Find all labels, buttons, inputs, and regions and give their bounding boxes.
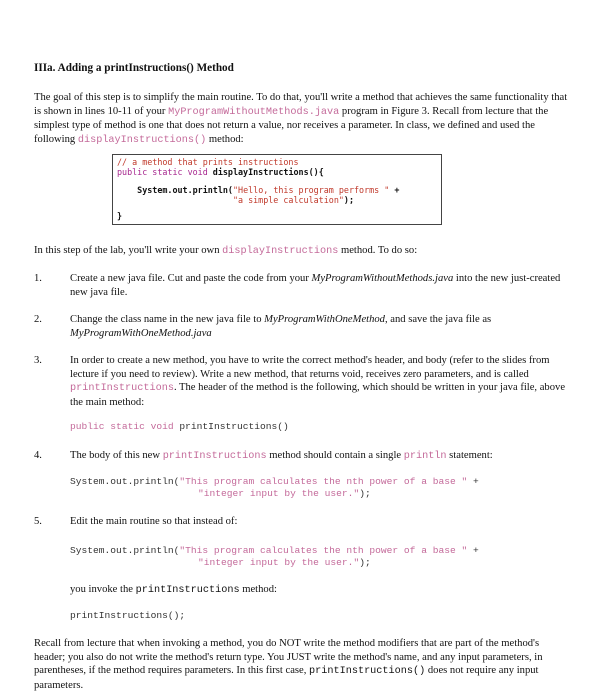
- println-string-2: "integer input by the user.": [198, 488, 360, 499]
- println-call: System.out.println(: [70, 476, 180, 487]
- code-plus: +: [389, 184, 400, 195]
- println-string-1: "This program calculates the nth power of a base ": [179, 545, 468, 556]
- item-4-code-2: println: [403, 451, 447, 462]
- step-intro-code: displayInstructions: [222, 246, 339, 257]
- println-code-4: [198, 557, 371, 569]
- println-code-1: [70, 476, 479, 488]
- item-2-text-b: , and save the java file as: [384, 314, 492, 325]
- item-number: 3.: [34, 355, 42, 366]
- code-keywords: public static void: [117, 167, 208, 178]
- code-println-call: System.out.println(: [117, 184, 233, 195]
- item-3-code: printInstructions: [70, 383, 174, 394]
- invoke-code-inline: printInstructions: [135, 585, 240, 596]
- intro-code-method: displayInstructions(): [77, 134, 207, 146]
- invoke-text-b: method:: [239, 584, 277, 595]
- item-text: [70, 449, 570, 464]
- item-1-text-b: into the new just-created new java file.: [70, 273, 561, 298]
- invoke-text: [70, 583, 570, 598]
- recall-code: printInstructions(): [309, 666, 426, 677]
- intro-code-filename: MyProgramWithoutMethods.java: [168, 106, 340, 118]
- println-string-2: "integer input by the user.": [198, 557, 360, 568]
- item-4-code-1: printInstructions: [162, 451, 267, 462]
- item-3-text-b: . The header of the method is the following, which should be written in your java file, above the main method:: [70, 382, 566, 408]
- code-signature: [117, 167, 437, 177]
- item-4-text-c: statement:: [446, 450, 493, 461]
- header-method-name: printInstructions(): [173, 421, 289, 432]
- item-text: [70, 354, 570, 409]
- println-end: );: [359, 557, 371, 568]
- step-intro-text-b: method. To do so:: [338, 245, 418, 256]
- intro-text-2: program in Figure 3. Recall from lecture that the simplest type of method is one that does not return a value, nor receives a parameter. In class, we defined and used the following: [34, 105, 549, 145]
- item-4-text-b: method should contain a single: [266, 450, 404, 461]
- code-println-2: [117, 195, 437, 205]
- item-number: 5.: [34, 516, 42, 527]
- item-number: 1.: [34, 273, 42, 284]
- code-comment: // a method that prints instructions: [117, 157, 299, 167]
- item-2-text-a: Change the class name in the new java file to: [70, 314, 265, 325]
- item-3-text-a: In order to create a new method, you have to write the correct method's header, and body (refer to the slides from lecture if you need to review). Write a new method, that returns void, receives zero parameters, and is called: [70, 355, 550, 380]
- println-string-1: "This program calculates the nth power of a base ": [179, 476, 468, 487]
- intro-text-3: method:: [206, 133, 244, 145]
- recall-text-a: Recall from lecture that when invoking a method, you do NOT write the method modifiers that are part of the method's header; you also do not write the method's return type. You JUST write the method's name, and any input parameters, in parentheses, if the method requires parameters. In this first case,: [34, 638, 543, 676]
- println-end: );: [359, 488, 371, 499]
- method-header-code: [70, 421, 289, 433]
- code-closing-brace: }: [117, 211, 123, 222]
- println-plus: +: [467, 545, 479, 556]
- println-code-3: [70, 545, 479, 557]
- invoke-text-a: you invoke the: [70, 584, 136, 595]
- item-text: [70, 313, 570, 340]
- code-string-1: "Hello, this program performs ": [232, 184, 390, 195]
- println-plus: +: [467, 476, 479, 487]
- item-text: [70, 272, 570, 299]
- code-blank: [117, 178, 437, 185]
- header-keywords: public static void: [70, 421, 174, 432]
- code-string-2: "a simple calculation": [117, 194, 344, 205]
- item-2-classname: MyProgramWithOneMethod: [264, 314, 385, 325]
- item-1-text-a: Create a new java file. Cut and paste the code from your: [70, 273, 312, 284]
- code-end: );: [343, 194, 354, 205]
- invoke-code: printInstructions();: [70, 610, 186, 621]
- item-2-filename: MyProgramWithOneMethod.java: [70, 327, 212, 339]
- step-intro-text-a: In this step of the lab, you'll write your own: [34, 245, 223, 256]
- example-code-box: [112, 154, 442, 225]
- item-5-text: Edit the main routine so that instead of:: [70, 516, 238, 527]
- intro-text-1: The goal of this step is to simplify the main routine. To do that, you'll write a method that achieves the same functionality that is shown in lines 10-11 of your: [34, 92, 568, 117]
- println-call: System.out.println(: [70, 545, 180, 556]
- item-4-text-a: The body of this new: [70, 450, 163, 461]
- step-intro: [34, 244, 572, 259]
- section-heading: IIIa. Adding a printInstructions() Method: [34, 62, 234, 74]
- item-1-filename: MyProgramWithoutMethods.java: [311, 273, 454, 284]
- println-code-2: [198, 488, 371, 500]
- recall-paragraph: [34, 637, 572, 692]
- code-method-name: displayInstructions(){: [207, 167, 324, 178]
- intro-paragraph: [34, 91, 572, 147]
- code-println-1: [117, 185, 437, 195]
- item-number: 4.: [34, 450, 42, 461]
- recall-text-b: does not require any input parameters.: [34, 665, 539, 691]
- item-number: 2.: [34, 314, 42, 325]
